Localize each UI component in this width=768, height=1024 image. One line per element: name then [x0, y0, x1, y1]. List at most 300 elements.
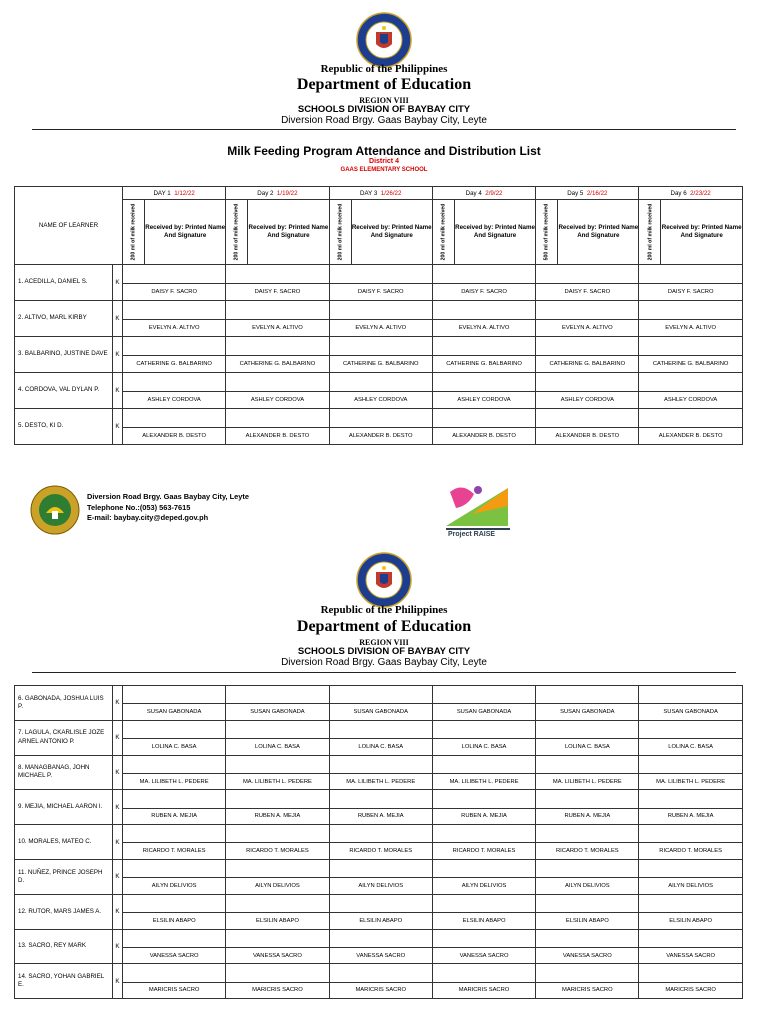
receiver-name: VANESSA SACRO: [253, 952, 302, 959]
receiver-name: SUSAN GABONADA: [456, 709, 512, 716]
milk-amount-label: 500 ml of milk received: [543, 203, 550, 261]
learner-name: 3. BALBARINO, JUSTINE DAVE: [15, 337, 113, 373]
milk-checkbox-area: [433, 964, 535, 982]
region-text: REGION VIII: [359, 96, 409, 105]
signature-cell: [226, 929, 329, 964]
receiver-name: RICARDO T. MORALES: [555, 848, 619, 855]
form-title: Milk Feeding Program Attendance and Distribution List: [227, 144, 541, 158]
signature-cell: [536, 373, 639, 409]
milk-checkbox-area: [536, 373, 638, 392]
signature-cell: [329, 337, 432, 373]
signature-cell: [123, 373, 226, 409]
learner-name: 5. DESTO, KI D.: [15, 409, 113, 445]
milk-checkbox-area: [639, 337, 741, 356]
milk-checkbox-area: [433, 686, 535, 704]
signature-cell: [639, 337, 742, 373]
milk-checkbox-area: [226, 301, 328, 320]
deped-seal-icon: [356, 552, 412, 608]
milk-amount-label: 200 ml of milk received: [337, 203, 344, 261]
milk-checkbox-area: [536, 860, 638, 878]
milk-checkbox-area: [123, 964, 225, 982]
grade-level: K: [113, 337, 123, 373]
table-row: [15, 755, 743, 790]
signature-cell: [226, 409, 329, 445]
receiver-name: EVELYN A. ALTIVO: [148, 324, 200, 331]
milk-checkbox-area: [226, 790, 328, 808]
milk-checkbox-area: [123, 860, 225, 878]
district-label: District 4: [369, 158, 399, 165]
receiver-name: ALEXANDER B. DESTO: [555, 432, 620, 439]
signature-cell: [639, 265, 742, 301]
receiver-name: DAISY F. SACRO: [564, 288, 611, 295]
grade-level: K: [113, 929, 123, 964]
signature-cell: [123, 301, 226, 337]
grade-level: K: [113, 373, 123, 409]
milk-checkbox-area: [433, 721, 535, 739]
signature-cell: [123, 686, 226, 721]
milk-checkbox-area: [330, 337, 432, 356]
signature-cell: [329, 859, 432, 894]
receiver-name: SUSAN GABONADA: [663, 709, 718, 716]
grade-level: K: [113, 825, 123, 860]
milk-checkbox-area: [639, 756, 741, 774]
milk-checkbox-area: [330, 686, 432, 704]
signature-cell: [226, 894, 329, 929]
receiver-name: MA. LILIBETH L. PEDERE: [242, 778, 312, 785]
receiver-name: VANESSA SACRO: [149, 952, 199, 959]
milk-checkbox-area: [433, 860, 535, 878]
receiver-name: ALEXANDER B. DESTO: [245, 432, 310, 439]
receiver-name: ASHLEY CORDOVA: [560, 396, 614, 403]
received-by-label: Received by: Printed Name And Signature: [455, 223, 535, 239]
milk-checkbox-area: [639, 409, 741, 428]
receiver-name: RICARDO T. MORALES: [349, 848, 413, 855]
milk-checkbox-area: [536, 686, 638, 704]
milk-amount-label: 200 ml of milk received: [233, 203, 240, 261]
milk-checkbox-area: [639, 860, 741, 878]
region-text: REGION VIII: [359, 638, 409, 647]
milk-checkbox-area: [123, 686, 225, 704]
grade-level: K: [113, 720, 123, 755]
milk-checkbox-area: [123, 756, 225, 774]
milk-checkbox-area: [123, 301, 225, 320]
receiver-name: LOLINA C. BASA: [151, 743, 197, 750]
receiver-name: MA. LILIBETH L. PEDERE: [552, 778, 622, 785]
receiver-name: ASHLEY CORDOVA: [457, 396, 511, 403]
received-by-label: Received by: Printed Name And Signature: [248, 223, 329, 239]
grade-level: K: [113, 894, 123, 929]
table-row: [15, 790, 743, 825]
milk-checkbox-area: [330, 895, 432, 913]
milk-checkbox-area: [639, 790, 741, 808]
project-raise-logo-icon: [442, 478, 514, 538]
signature-cell: [226, 720, 329, 755]
school-name: GAAS ELEMENTARY SCHOOL: [340, 167, 428, 173]
receiver-name: ASHLEY CORDOVA: [147, 396, 201, 403]
signature-cell: [639, 859, 742, 894]
received-by-label: Received by: Printed Name And Signature: [351, 223, 432, 239]
receiver-name: ALEXANDER B. DESTO: [658, 432, 723, 439]
signature-cell: [123, 720, 226, 755]
signature-cell: [639, 964, 742, 999]
signature-cell: [432, 894, 535, 929]
grade-level: K: [113, 301, 123, 337]
signature-cell: [639, 790, 742, 825]
receiver-name: CATHERINE G. BALBARINO: [652, 360, 729, 367]
milk-checkbox-area: [536, 895, 638, 913]
milk-checkbox-area: [433, 409, 535, 428]
milk-checkbox-area: [226, 686, 328, 704]
day-header: Day 2 1/19/22: [226, 187, 329, 200]
receiver-name: SUSAN GABONADA: [353, 709, 408, 716]
signature-cell: [123, 409, 226, 445]
receiver-name: ELSILIN ABAPO: [359, 917, 403, 924]
signature-cell: [329, 720, 432, 755]
receiver-name: AILYN DELIVIOS: [564, 883, 610, 889]
signature-cell: [329, 373, 432, 409]
signature-cell: [536, 894, 639, 929]
receiver-name: ELSILIN ABAPO: [256, 917, 299, 924]
attendance-table-page2: [14, 685, 743, 999]
receiver-name: DAISY F. SACRO: [151, 288, 197, 295]
milk-amount-label: 200 ml of milk received: [130, 203, 137, 261]
grade-level: K: [113, 790, 123, 825]
milk-checkbox-area: [330, 930, 432, 948]
signature-cell: [432, 790, 535, 825]
grade-level: K: [113, 859, 123, 894]
table-row: [15, 301, 743, 337]
receiver-name: AILYN DELIVIOS: [151, 883, 197, 889]
table-row: [15, 265, 743, 301]
attendance-table-page1: [14, 186, 743, 445]
signature-cell: [432, 720, 535, 755]
receiver-name: CATHERINE G. BALBARINO: [239, 360, 316, 367]
learner-name: 11. NUÑEZ, PRINCE JOSEPH D.: [15, 859, 113, 894]
receiver-name: ASHLEY CORDOVA: [664, 396, 718, 403]
milk-checkbox-area: [639, 721, 741, 739]
receiver-name: RICARDO T. MORALES: [246, 848, 309, 855]
signature-cell: [226, 686, 329, 721]
receiver-name: SUSAN GABONADA: [250, 709, 305, 716]
signature-cell: [639, 373, 742, 409]
signature-cell: [123, 929, 226, 964]
milk-checkbox-area: [639, 686, 741, 704]
receiver-name: RUBEN A. MEJIA: [254, 813, 301, 820]
milk-checkbox-area: [123, 373, 225, 392]
receiver-name: ASHLEY CORDOVA: [354, 396, 408, 403]
signature-cell: [123, 337, 226, 373]
milk-checkbox-area: [536, 825, 638, 843]
receiver-name: LOLINA C. BASA: [461, 743, 507, 750]
receiver-name: VANESSA SACRO: [562, 952, 612, 959]
signature-cell: [432, 964, 535, 999]
receiver-name: MARICRIS SACRO: [252, 987, 303, 994]
milk-checkbox-area: [433, 337, 535, 356]
footer-email: E-mail: baybay.city@deped.gov.ph: [87, 513, 209, 523]
division-text: SCHOOLS DIVISION OF BAYBAY CITY: [297, 104, 471, 115]
signature-cell: [432, 337, 535, 373]
learner-name: 9. MEJIA, MICHAEL AARON I.: [15, 790, 113, 825]
milk-checkbox-area: [536, 265, 638, 284]
milk-checkbox-area: [536, 301, 638, 320]
table-row: [15, 720, 743, 755]
department-title: Department of Education: [296, 618, 472, 635]
table-row: [15, 894, 743, 929]
table-row: [15, 859, 743, 894]
address-text: Diversion Road Brgy. Gaas Baybay City, Leyte: [281, 657, 487, 668]
signature-cell: [639, 720, 742, 755]
signature-cell: [536, 964, 639, 999]
signature-cell: [329, 894, 432, 929]
signature-cell: [123, 790, 226, 825]
milk-checkbox-area: [330, 409, 432, 428]
receiver-name: ELSILIN ABAPO: [565, 917, 609, 924]
milk-checkbox-area: [226, 964, 328, 982]
received-by-label: Received by: Printed Name And Signature: [661, 223, 742, 239]
receiver-name: MARICRIS SACRO: [458, 987, 510, 994]
day-subheader: [329, 200, 432, 265]
milk-checkbox-area: [639, 373, 741, 392]
milk-checkbox-area: [536, 964, 638, 982]
signature-cell: [432, 409, 535, 445]
signature-cell: [639, 929, 742, 964]
table-row: [15, 686, 743, 721]
baybay-division-seal-icon: [30, 485, 80, 535]
signature-cell: [536, 686, 639, 721]
milk-checkbox-area: [226, 721, 328, 739]
milk-checkbox-area: [639, 301, 741, 320]
deped-seal-icon: [356, 12, 412, 68]
signature-cell: [123, 265, 226, 301]
milk-checkbox-area: [433, 825, 535, 843]
division-text: SCHOOLS DIVISION OF BAYBAY CITY: [297, 646, 471, 657]
milk-checkbox-area: [123, 265, 225, 284]
milk-checkbox-area: [330, 860, 432, 878]
day-subheader: [536, 200, 639, 265]
signature-cell: [432, 859, 535, 894]
signature-cell: [226, 373, 329, 409]
learner-name: 2. ALTIVO, MARL KIRBY: [15, 301, 113, 337]
receiver-name: LOLINA C. BASA: [358, 743, 404, 750]
milk-checkbox-area: [330, 265, 432, 284]
learner-name: 6. GABONADA, JOSHUA LUIS P.: [15, 686, 113, 721]
receiver-name: AILYN DELIVIOS: [668, 883, 713, 889]
receiver-name: EVELYN A. ALTIVO: [355, 324, 407, 331]
learner-name: 14. SACRO, YOHAN GABRIEL E.: [15, 964, 113, 999]
milk-checkbox-area: [639, 964, 741, 982]
receiver-name: MARICRIS SACRO: [355, 987, 407, 994]
table-row: [15, 373, 743, 409]
learner-name: 8. MANAGBANAG, JOHN MICHAEL P.: [15, 755, 113, 790]
signature-cell: [329, 790, 432, 825]
milk-checkbox-area: [433, 301, 535, 320]
signature-cell: [639, 825, 742, 860]
received-by-label: Received by: Printed Name And Signature: [145, 223, 226, 239]
milk-checkbox-area: [536, 337, 638, 356]
milk-checkbox-area: [123, 825, 225, 843]
signature-cell: [536, 409, 639, 445]
signature-cell: [536, 790, 639, 825]
day-subheader: [639, 200, 742, 265]
receiver-name: MA. LILIBETH L. PEDERE: [346, 778, 416, 785]
signature-cell: [123, 755, 226, 790]
learner-name: 12. RUTOR, MARS JAMES A.: [15, 894, 113, 929]
grade-level: K: [113, 409, 123, 445]
receiver-name: SUSAN GABONADA: [146, 709, 202, 716]
milk-checkbox-area: [536, 756, 638, 774]
milk-checkbox-area: [330, 964, 432, 982]
milk-checkbox-area: [226, 756, 328, 774]
milk-checkbox-area: [433, 930, 535, 948]
receiver-name: VANESSA SACRO: [459, 952, 509, 959]
signature-cell: [432, 301, 535, 337]
footer-address: Diversion Road Brgy. Gaas Baybay City, Leyte: [87, 492, 249, 501]
milk-checkbox-area: [226, 895, 328, 913]
milk-checkbox-area: [330, 301, 432, 320]
milk-checkbox-area: [433, 265, 535, 284]
receiver-name: RUBEN A. MEJIA: [357, 813, 404, 820]
learner-name: 7. LAGULA, CKARLISLE JOZE ARNEL ANTONIO P.: [15, 720, 113, 755]
receiver-name: EVELYN A. ALTIVO: [561, 324, 613, 331]
day-subheader: [123, 200, 226, 265]
signature-cell: [432, 373, 535, 409]
signature-cell: [536, 337, 639, 373]
learner-name: 10. MORALES, MATEO C.: [15, 825, 113, 860]
signature-cell: [639, 755, 742, 790]
signature-cell: [639, 301, 742, 337]
receiver-name: ELSILIN ABAPO: [462, 917, 506, 924]
receiver-name: RICARDO T. MORALES: [452, 848, 516, 855]
learner-rows-page2: [15, 686, 743, 999]
project-raise-text: Project RAISE: [448, 531, 496, 538]
table-row: [15, 337, 743, 373]
receiver-name: RUBEN A. MEJIA: [667, 813, 714, 820]
milk-checkbox-area: [536, 790, 638, 808]
milk-checkbox-area: [433, 895, 535, 913]
signature-cell: [329, 686, 432, 721]
signature-cell: [432, 686, 535, 721]
milk-checkbox-area: [226, 373, 328, 392]
milk-checkbox-area: [433, 373, 535, 392]
receiver-name: CATHERINE G. BALBARINO: [342, 360, 419, 367]
signature-cell: [536, 859, 639, 894]
signature-cell: [536, 720, 639, 755]
receiver-name: RUBEN A. MEJIA: [151, 813, 198, 820]
learner-rows-page1: [15, 265, 743, 445]
department-title: Department of Education: [296, 76, 472, 93]
receiver-name: VANESSA SACRO: [356, 952, 406, 959]
signature-cell: [329, 825, 432, 860]
receiver-name: ELSILIN ABAPO: [152, 917, 196, 924]
signature-cell: [432, 929, 535, 964]
signature-cell: [226, 825, 329, 860]
day-header: DAY 3 1/26/22: [329, 187, 432, 200]
signature-cell: [536, 265, 639, 301]
republic-text: Republic of the Philippines: [320, 63, 448, 75]
milk-checkbox-area: [226, 409, 328, 428]
signature-cell: [432, 825, 535, 860]
signature-cell: [639, 686, 742, 721]
milk-checkbox-area: [226, 265, 328, 284]
milk-checkbox-area: [226, 860, 328, 878]
signature-cell: [226, 859, 329, 894]
milk-checkbox-area: [639, 825, 741, 843]
receiver-name: MA. LILIBETH L. PEDERE: [449, 778, 519, 785]
milk-checkbox-area: [226, 930, 328, 948]
milk-checkbox-area: [536, 409, 638, 428]
milk-checkbox-area: [330, 373, 432, 392]
signature-cell: [329, 755, 432, 790]
grade-level: K: [113, 265, 123, 301]
receiver-name: ELSILIN ABAPO: [669, 917, 713, 924]
name-of-learner-header: NAME OF LEARNER: [15, 187, 123, 265]
receiver-name: MA. LILIBETH L. PEDERE: [656, 778, 726, 785]
milk-checkbox-area: [433, 790, 535, 808]
table-row: [15, 409, 743, 445]
day-subheader: [226, 200, 329, 265]
receiver-name: MA. LILIBETH L. PEDERE: [139, 778, 209, 785]
receiver-name: CATHERINE G. BALBARINO: [446, 360, 522, 367]
day-header: DAY 1 1/12/22: [123, 187, 226, 200]
receiver-name: VANESSA SACRO: [666, 952, 716, 959]
milk-amount-label: 200 ml of milk received: [646, 203, 653, 261]
receiver-name: DAISY F. SACRO: [357, 288, 404, 295]
receiver-name: RICARDO T. MORALES: [659, 848, 722, 855]
receiver-name: RICARDO T. MORALES: [142, 848, 206, 855]
receiver-name: EVELYN A. ALTIVO: [252, 324, 303, 331]
table-row: [15, 825, 743, 860]
signature-cell: [639, 894, 742, 929]
receiver-name: CATHERINE G. BALBARINO: [136, 360, 212, 367]
signature-cell: [639, 409, 742, 445]
receiver-name: ALEXANDER B. DESTO: [452, 432, 516, 439]
receiver-name: AILYN DELIVIOS: [358, 883, 404, 889]
signature-cell: [123, 894, 226, 929]
signature-cell: [329, 265, 432, 301]
learner-name: 4. CORDOVA, VAL DYLAN P.: [15, 373, 113, 409]
receiver-name: MARICRIS SACRO: [148, 987, 200, 994]
milk-checkbox-area: [123, 337, 225, 356]
milk-checkbox-area: [639, 895, 741, 913]
receiver-name: CATHERINE G. BALBARINO: [549, 360, 626, 367]
learner-name: 1. ACEDILLA, DANIEL S.: [15, 265, 113, 301]
receiver-name: DAISY F. SACRO: [667, 288, 714, 295]
receiver-name: EVELYN A. ALTIVO: [458, 324, 510, 331]
milk-amount-label: 200 ml of milk received: [440, 203, 447, 261]
grade-level: K: [113, 686, 123, 721]
signature-cell: [536, 755, 639, 790]
received-by-label: Received by: Printed Name And Signature: [558, 223, 639, 239]
signature-cell: [226, 755, 329, 790]
signature-cell: [123, 964, 226, 999]
grade-level: K: [113, 964, 123, 999]
receiver-name: RUBEN A. MEJIA: [461, 813, 507, 820]
milk-checkbox-area: [123, 930, 225, 948]
receiver-name: LOLINA C. BASA: [564, 743, 610, 750]
milk-checkbox-area: [330, 721, 432, 739]
day-header: Day 6 2/23/22: [639, 187, 742, 200]
grade-level: K: [113, 755, 123, 790]
footer-telephone: Telephone No.:(053) 563-7615: [87, 502, 191, 512]
signature-cell: [536, 825, 639, 860]
signature-cell: [329, 964, 432, 999]
day-header: Day 5 2/16/22: [536, 187, 639, 200]
signature-cell: [432, 755, 535, 790]
day-subheader: [432, 200, 535, 265]
address-text: Diversion Road Brgy. Gaas Baybay City, Leyte: [281, 115, 487, 126]
receiver-name: AILYN DELIVIOS: [255, 883, 300, 889]
footer-contact: [87, 492, 249, 524]
